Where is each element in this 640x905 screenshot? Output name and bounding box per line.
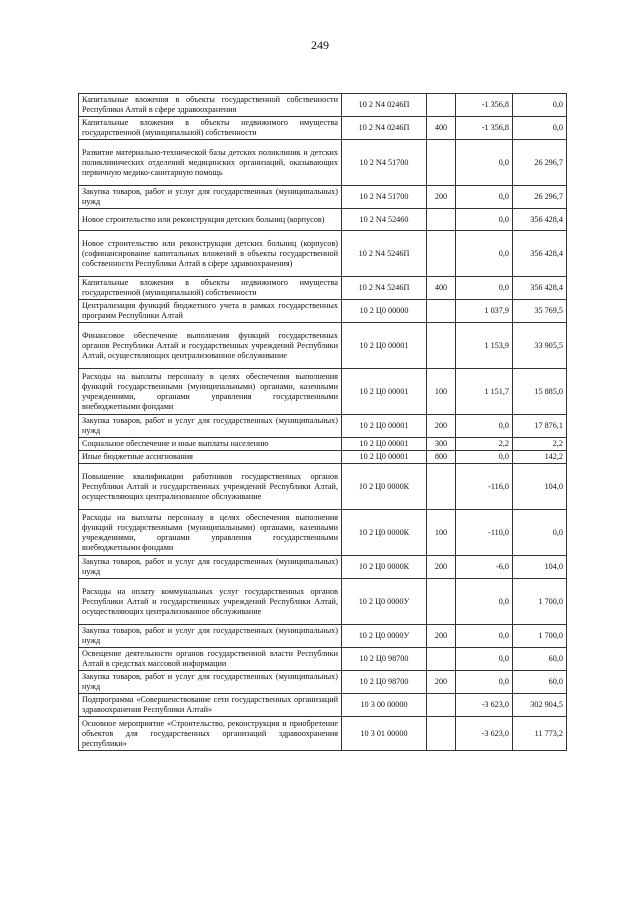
- code-cell: 10 2 Ц0 00001: [342, 323, 427, 369]
- table-row: [79, 671, 567, 694]
- name-cell: Закупка товаров, работ и услуг для государственных (муниципальных) нужд: [79, 556, 342, 579]
- code-cell: 10 2 N4 0246П: [342, 117, 427, 140]
- table-row: [79, 464, 567, 510]
- name-cell: Капитальные вложения в объекты недвижимого имущества государственной (муниципальной) собственности: [79, 277, 342, 300]
- vr-cell: 300: [427, 438, 456, 451]
- vr-cell: [427, 300, 456, 323]
- code-cell: 10 2 N4 51700: [342, 186, 427, 209]
- total-cell: 60,0: [513, 671, 567, 694]
- total-cell: 356 428,4: [513, 231, 567, 277]
- budget-table-body: [79, 94, 567, 751]
- total-cell: 26 296,7: [513, 140, 567, 186]
- code-cell: 10 2 Ц0 00001: [342, 438, 427, 451]
- table-row: [79, 694, 567, 717]
- vr-cell: [427, 323, 456, 369]
- vr-cell: [427, 94, 456, 117]
- table-row: [79, 140, 567, 186]
- name-cell: Финансовое обеспечение выполнения функций государственных органов Республики Алтай и государственных учреждений Республики Алтай, осуществляющих централизованное обслуживание: [79, 323, 342, 369]
- code-cell: 10 3 01 00000: [342, 717, 427, 751]
- name-cell: Централизация функций бюджетного учета в рамках государственных программ Республики Алтай: [79, 300, 342, 323]
- vr-cell: [427, 209, 456, 231]
- change-cell: 0,0: [456, 451, 513, 464]
- table-row: [79, 438, 567, 451]
- table-row: [79, 300, 567, 323]
- table-row: [79, 579, 567, 625]
- name-cell: Закупка товаров, работ и услуг для государственных (муниципальных) нужд: [79, 625, 342, 648]
- name-cell: Капитальные вложения в объекты недвижимого имущества государственной (муниципальной) собственности: [79, 117, 342, 140]
- table-row: [79, 451, 567, 464]
- name-cell: Повышение квалификации работников государственных органов Республики Алтай и государственных учреждений Республики Алтай, осуществляющих централизованное обслуживание: [79, 464, 342, 510]
- name-cell: Расходы на выплаты персоналу в целях обеспечения выполнения функций государственными (муниципальными) органами, казенными учреждениями, органами управления государственными внебюджетными фондами: [79, 510, 342, 556]
- vr-cell: 100: [427, 369, 456, 415]
- change-cell: -3 623,0: [456, 717, 513, 751]
- code-cell: 10 2 Ц0 00001: [342, 369, 427, 415]
- total-cell: 35 769,5: [513, 300, 567, 323]
- code-cell: 10 2 N4 0246П: [342, 94, 427, 117]
- name-cell: Закупка товаров, работ и услуг для государственных (муниципальных) нужд: [79, 671, 342, 694]
- total-cell: 26 296,7: [513, 186, 567, 209]
- total-cell: 0,0: [513, 117, 567, 140]
- table-row: [79, 648, 567, 671]
- total-cell: 2,2: [513, 438, 567, 451]
- table-row: [79, 323, 567, 369]
- page-number: 249: [311, 38, 329, 52]
- vr-cell: 100: [427, 510, 456, 556]
- change-cell: -116,0: [456, 464, 513, 510]
- total-cell: 17 876,1: [513, 415, 567, 438]
- total-cell: 1 700,0: [513, 579, 567, 625]
- table-row: [79, 94, 567, 117]
- vr-cell: 200: [427, 625, 456, 648]
- name-cell: Расходы на выплаты персоналу в целях обеспечения выполнения функций государственными (муниципальными) органами, казенными учреждениями, органами управления государственными внебюджетными фондами: [79, 369, 342, 415]
- table-row: [79, 717, 567, 751]
- change-cell: -1 356,8: [456, 94, 513, 117]
- change-cell: 0,0: [456, 648, 513, 671]
- total-cell: 60,0: [513, 648, 567, 671]
- change-cell: 1 037,9: [456, 300, 513, 323]
- change-cell: 0,0: [456, 625, 513, 648]
- vr-cell: [427, 464, 456, 510]
- budget-table: [78, 93, 567, 751]
- vr-cell: 200: [427, 415, 456, 438]
- code-cell: 10 2 Ц0 0000К: [342, 464, 427, 510]
- total-cell: 302 904,5: [513, 694, 567, 717]
- name-cell: Новое строительство или реконструкция детских больниц (корпусов) (софинансирование капитальных вложений в объекты государственной собственности Республики Алтай в сфере здравоохранения): [79, 231, 342, 277]
- table-row: [79, 625, 567, 648]
- change-cell: 0,0: [456, 671, 513, 694]
- table-row: [79, 510, 567, 556]
- table-row: [79, 186, 567, 209]
- name-cell: Развитие материально-технической базы детских поликлиник и детских поликлинических отделений медицинских организаций, оказывающих первичную медико-санитарную помощь: [79, 140, 342, 186]
- change-cell: -3 623,0: [456, 694, 513, 717]
- vr-cell: 400: [427, 117, 456, 140]
- code-cell: 10 2 Ц0 0000К: [342, 556, 427, 579]
- code-cell: 10 2 Ц0 0000У: [342, 579, 427, 625]
- total-cell: 33 905,5: [513, 323, 567, 369]
- name-cell: Основное мероприятие «Строительство, реконструкция и приобретение объектов для государственных организаций здравоохранения республики»: [79, 717, 342, 751]
- code-cell: 10 2 N4 51700: [342, 140, 427, 186]
- vr-cell: [427, 140, 456, 186]
- total-cell: 11 773,2: [513, 717, 567, 751]
- table-row: [79, 209, 567, 231]
- table-row: [79, 277, 567, 300]
- table-row: [79, 231, 567, 277]
- change-cell: 0,0: [456, 209, 513, 231]
- name-cell: Подпрограмма «Совершенствование сети государственных организаций здравоохранения Республики Алтай»: [79, 694, 342, 717]
- name-cell: Иные бюджетные ассигнования: [79, 451, 342, 464]
- vr-cell: [427, 717, 456, 751]
- vr-cell: [427, 694, 456, 717]
- code-cell: 10 2 Ц0 98700: [342, 648, 427, 671]
- total-cell: 104,0: [513, 464, 567, 510]
- change-cell: 1 153,9: [456, 323, 513, 369]
- name-cell: Закупка товаров, работ и услуг для государственных (муниципальных) нужд: [79, 186, 342, 209]
- name-cell: Расходы на оплату коммунальных услуг государственных органов Республики Алтай и государственных учреждений Республики Алтай, осуществляющих централизованное обслуживание: [79, 579, 342, 625]
- change-cell: 0,0: [456, 579, 513, 625]
- name-cell: Закупка товаров, работ и услуг для государственных (муниципальных) нужд: [79, 415, 342, 438]
- total-cell: 1 700,0: [513, 625, 567, 648]
- total-cell: 0,0: [513, 510, 567, 556]
- name-cell: Новое строительство или реконструкция детских больниц (корпусов): [79, 209, 342, 231]
- vr-cell: 200: [427, 556, 456, 579]
- code-cell: 10 2 Ц0 98700: [342, 671, 427, 694]
- vr-cell: 800: [427, 451, 456, 464]
- code-cell: 10 2 N4 52460: [342, 209, 427, 231]
- table-row: [79, 369, 567, 415]
- change-cell: -1 356,8: [456, 117, 513, 140]
- total-cell: 0,0: [513, 94, 567, 117]
- name-cell: Капитальные вложения в объекты государственной собственности Республики Алтай в сфере здравоохранения: [79, 94, 342, 117]
- code-cell: 10 2 Ц0 00000: [342, 300, 427, 323]
- total-cell: 104,0: [513, 556, 567, 579]
- code-cell: 10 2 Ц0 00001: [342, 415, 427, 438]
- change-cell: 1 151,7: [456, 369, 513, 415]
- total-cell: 356 428,4: [513, 209, 567, 231]
- change-cell: -6,0: [456, 556, 513, 579]
- change-cell: 0,0: [456, 231, 513, 277]
- code-cell: 10 2 Ц0 0000К: [342, 510, 427, 556]
- vr-cell: 200: [427, 186, 456, 209]
- vr-cell: [427, 648, 456, 671]
- table-row: [79, 117, 567, 140]
- vr-cell: 200: [427, 671, 456, 694]
- total-cell: 15 885,0: [513, 369, 567, 415]
- change-cell: 2,2: [456, 438, 513, 451]
- table-row: [79, 415, 567, 438]
- total-cell: 356 428,4: [513, 277, 567, 300]
- code-cell: 10 2 N4 5246П: [342, 277, 427, 300]
- table-row: [79, 556, 567, 579]
- change-cell: 0,0: [456, 277, 513, 300]
- vr-cell: [427, 231, 456, 277]
- vr-cell: [427, 579, 456, 625]
- code-cell: 10 2 Ц0 0000У: [342, 625, 427, 648]
- vr-cell: 400: [427, 277, 456, 300]
- code-cell: 10 3 00 00000: [342, 694, 427, 717]
- change-cell: 0,0: [456, 415, 513, 438]
- name-cell: Освещение деятельности органов государственной власти Республики Алтай в средствах массовой информации: [79, 648, 342, 671]
- change-cell: -110,0: [456, 510, 513, 556]
- code-cell: 10 2 Ц0 00001: [342, 451, 427, 464]
- total-cell: 142,2: [513, 451, 567, 464]
- change-cell: 0,0: [456, 140, 513, 186]
- name-cell: Социальное обеспечение и иные выплаты населению: [79, 438, 342, 451]
- change-cell: 0,0: [456, 186, 513, 209]
- code-cell: 10 2 N4 5246П: [342, 231, 427, 277]
